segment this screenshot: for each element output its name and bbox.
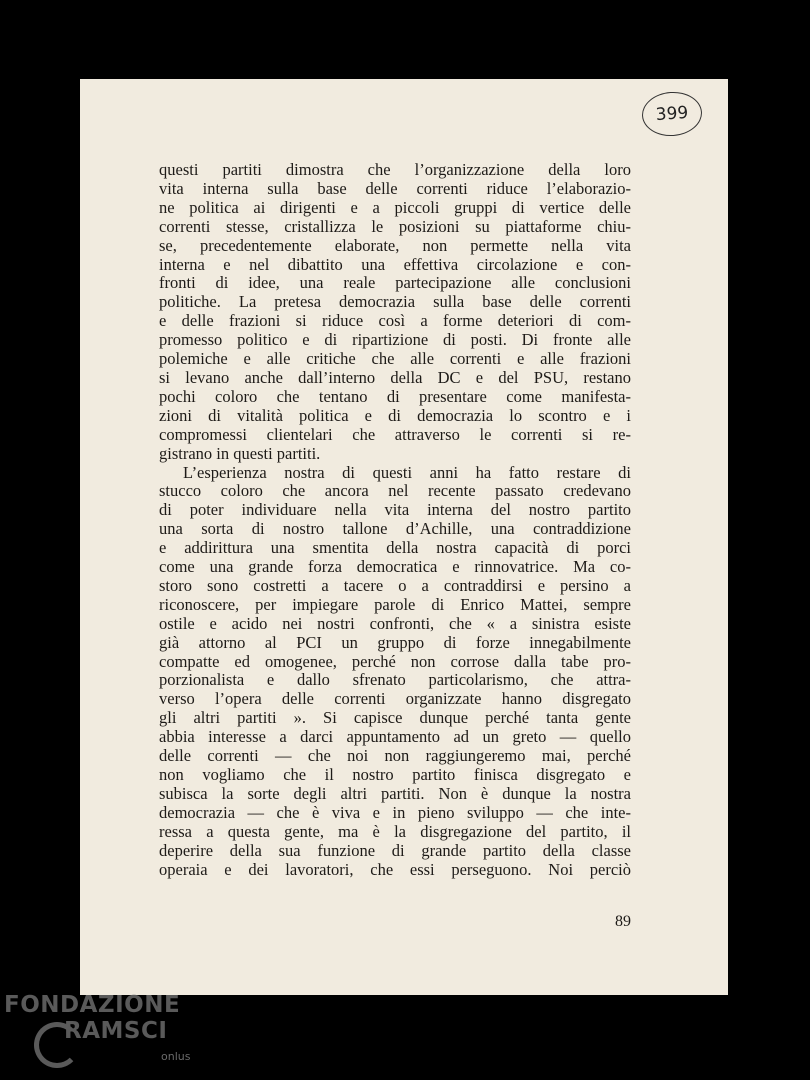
text-line: si levano anche dall’interno della DC e del PSU, restano — [159, 367, 631, 387]
document-page — [80, 79, 728, 995]
text-line: politiche. La pretesa democrazia sulla base delle correnti — [159, 292, 631, 312]
text-line: ostile e acido nei nostri confronti, che « a sinistra esiste — [159, 613, 631, 633]
logo-line-3: onlus — [161, 1050, 191, 1063]
text-line: già attorno al PCI un gruppo di forze innegabilmente — [159, 632, 631, 652]
text-line: riconoscere, per impiegare parole di Enrico Mattei, sempre — [159, 594, 631, 614]
paragraph-1 — [159, 161, 631, 464]
text-line: di poter individuare nella vita interna del nostro partito — [159, 500, 631, 520]
paragraph-2 — [159, 464, 631, 880]
body-text — [159, 161, 631, 879]
text-line: porzionalista e dallo sfrenato particolarismo, che attra- — [159, 670, 631, 690]
text-line: ne politica ai dirigenti e a piccoli gruppi di vertice delle — [159, 197, 631, 217]
text-line: delle correnti — che noi non raggiungeremo mai, perché — [159, 746, 631, 766]
text-line: deperire della sua funzione di grande partito della classe — [159, 840, 631, 860]
logo-line-1: FONDAZIONE — [4, 992, 181, 1018]
text-line: promesso politico e di ripartizione di posti. Di fronte alle — [159, 330, 631, 350]
text-line: ressa a questa gente, ma è la disgregazione del partito, il — [159, 821, 631, 841]
text-line: compromessi clientelari che attraverso le correnti si re- — [159, 424, 631, 444]
text-line: subisca la sorte degli altri partiti. Non è dunque la nostra — [159, 783, 631, 803]
text-line: zioni di vitalità politica e di democrazia lo scontro e i — [159, 405, 631, 425]
text-line: interna e nel dibattito una effettiva circolazione e con- — [159, 254, 631, 274]
text-line: e addirittura una smentita della nostra capacità di porci — [159, 538, 631, 558]
text-line: e delle frazioni si riduce così a forme deteriori di com- — [159, 311, 631, 331]
text-line: stucco coloro che ancora nel recente passato credevano — [159, 481, 631, 501]
page-number: 89 — [615, 913, 631, 930]
text-line: correnti stesse, cristallizza le posizioni su piattaforme chiu- — [159, 216, 631, 236]
text-line: gli altri partiti ». Si capisce dunque perché tanta gente — [159, 708, 631, 728]
text-line: gistrano in questi partiti. — [159, 443, 321, 463]
text-line: se, precedentemente elaborate, non permette nella vita — [159, 235, 631, 255]
archive-stamp: 399 — [641, 90, 704, 138]
text-line: fronti di idee, una reale partecipazione alle conclusioni — [159, 273, 631, 293]
text-line: non vogliamo che il nostro partito finisca disgregato e — [159, 765, 631, 784]
text-line: storo sono costretti a tacere o a contraddirsi e persino a — [159, 575, 631, 595]
text-line: abbia interesse a darci appuntamento ad un greto — quello — [159, 727, 631, 747]
text-line: polemiche e alle critiche che alle correnti e alle frazioni — [159, 349, 631, 369]
text-line: vita interna sulla base delle correnti riduce l’elaborazio- — [159, 178, 631, 198]
text-line: democrazia — che è viva e in pieno sviluppo — che inte- — [159, 802, 631, 822]
text-line: una sorta di nostro tallone d’Achille, una contraddizione — [159, 519, 631, 539]
text-line: L’esperienza nostra di questi anni ha fatto restare di — [183, 462, 631, 482]
text-line: operaia e dei lavoratori, che essi perseguono. Noi perciò — [159, 859, 631, 879]
text-line: questi partiti dimostra che l’organizzazione della loro — [159, 160, 631, 179]
fondazione-gramsci-logo — [4, 992, 204, 1072]
text-line: come una grande forza democratica e rinnovatrice. Ma co- — [159, 557, 631, 577]
logo-line-2: RAMSCI — [64, 1018, 168, 1044]
text-line: compatte ed omogenee, perché non corrose dalla tabe pro- — [159, 651, 631, 671]
text-line: pochi coloro che tentano di presentare come manifesta- — [159, 386, 631, 406]
text-line: verso l’opera delle correnti organizzate hanno disgregato — [159, 689, 631, 709]
